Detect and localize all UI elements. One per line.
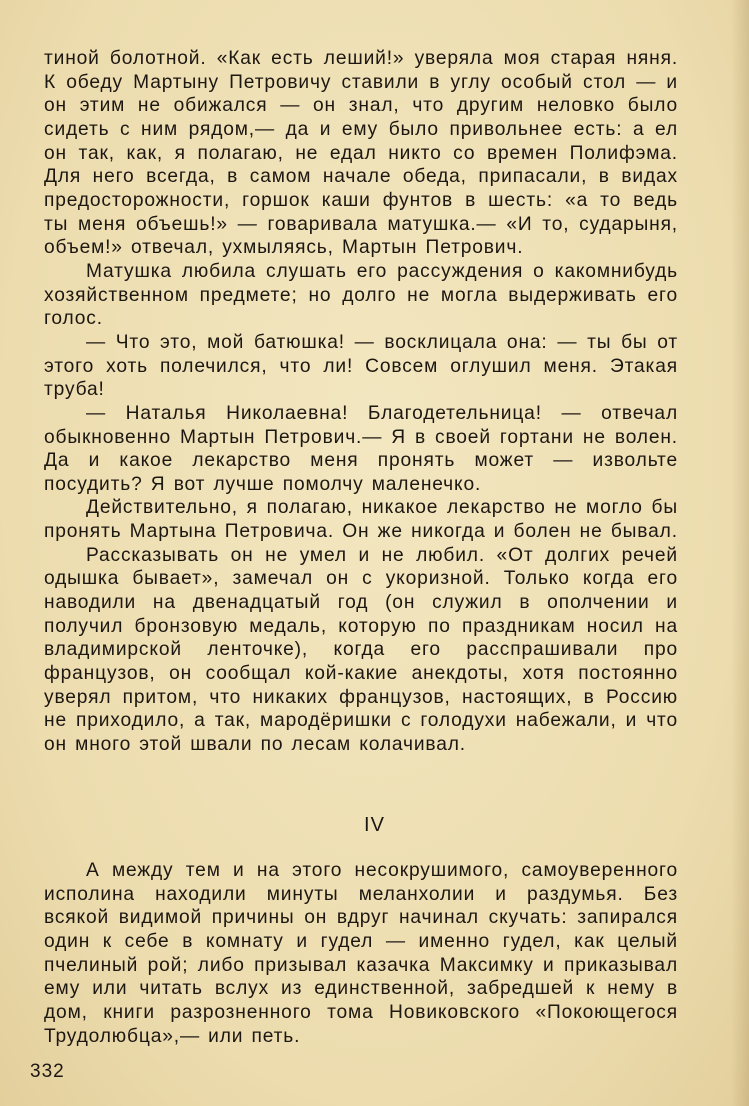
text-block-top (44, 47, 678, 757)
text-block-bottom (44, 859, 678, 1048)
paragraph: А между тем и на этого несокрушимого, самоуверенного исполина находили минуты меланхолии и раздумья. Без всякой видимой причины он вдруг начинал скучать: запирался один к себе в комнату и гудел — именно гудел, как целый пчелиный рой; либо призывал казачка Максимку и приказывал ему или читать вслух из единственной, забредшей к нему в дом, книги разрозненного тома Новиковского «Покоющегося Трудолюбца»,— или петь. (44, 860, 678, 1047)
paragraph: Рассказывать он не умел и не любил. «От долгих речей одышка бывает», замечал он с укоризной. Только когда его наводили на двенадцатый год (он служил в ополчении и получил бронзовую медаль, которую по праздникам носил на владимирской ленточке), когда его расспрашивали про французов, он сообщал кой-какие анекдоты, хотя постоянно уверял притом, что никаких французов, настоящих, в Россию не приходило, а так, мародёришки с голодухи набежали, и что он много этой швали по лесам колачивал. (44, 544, 678, 756)
paragraph: — Наталья Николаевна! Благодетельница! — отвечал обыкновенно Мартын Петрович.— Я в своей гортани не волен. Да и какое лекарство меня пронять может — извольте посудить? Я вот лучше помолчу маленечко. (44, 402, 678, 495)
paragraph: Матушка любила слушать его рассуждения о какомнибудь хозяйственном предмете; но долго не могла выдерживать его голос. (44, 260, 678, 330)
page-number: 332 (30, 1061, 65, 1082)
paragraph: Действительно, я полагаю, никакое лекарство не могло бы пронять Мартына Петровича. Он же никогда и болен не бывал. (44, 497, 678, 543)
paragraph: — Что это, мой батюшка! — восклицала она: — ты бы от этого хоть полечился, что ли! Совсем оглушил меня. Этакая труба! (44, 331, 678, 401)
page-edge-shadow (731, 0, 749, 1106)
chapter-heading: IV (364, 814, 385, 836)
paragraph: тиной болотной. «Как есть леший!» уверяла моя старая няня. К обеду Мартыну Петровичу ставили в углу особый стол — и он этим не обижался — он знал, что другим неловко было сидеть с ним рядом,— да и ему было привольнее есть: а ел он так, как, я полагаю, не едал никто со времен Полифэма. Для него всегда, в самом начале обеда, припасали, в видах предосторожности, горшок каши фунтов в шесть: «а то ведь ты меня объешь!» — говаривала матушка.— «И то, сударыня, объем!» отвечал, ухмыляясь, Мартын Петрович. (44, 48, 678, 259)
